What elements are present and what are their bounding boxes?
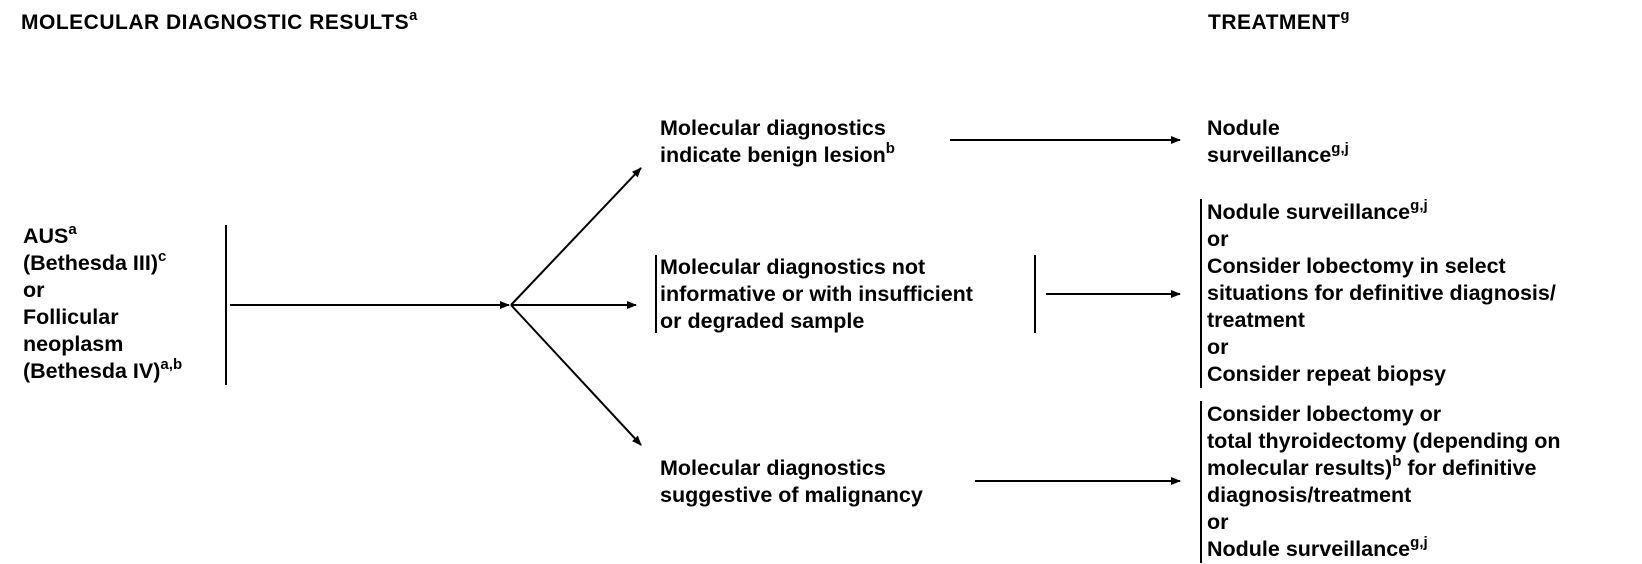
result-line: or degraded sample [660, 309, 865, 333]
treatment-line: total thyroidectomy (depending on [1207, 429, 1561, 453]
arrow-branch-to-malignant [511, 305, 641, 445]
result-line: indicate benign lesion$^b$ [660, 140, 895, 167]
treatment-line: treatment [1207, 308, 1305, 332]
start-line: (Bethesda IV)$^{a,b}$ [23, 356, 183, 383]
start-line: Follicular [23, 305, 119, 329]
treatment-line: or [1207, 510, 1229, 534]
treatment-line: Consider lobectomy or [1207, 402, 1442, 426]
arrow-branch-to-benign [511, 168, 641, 305]
result-line: informative or with insufficient [660, 282, 973, 306]
start-line: AUS$^a$ [23, 221, 77, 248]
treatment-line: diagnosis/treatment [1207, 483, 1412, 507]
treatment-line: Nodule surveillance$^{g,j}$ [1207, 197, 1428, 224]
start-line: neoplasm [23, 332, 124, 356]
treatment-line: Consider repeat biopsy [1207, 362, 1446, 386]
result-line: Molecular diagnostics not [660, 255, 926, 279]
result-line: Molecular diagnostics [660, 456, 886, 480]
start-line: or [23, 278, 45, 302]
treatment-line: or [1207, 335, 1229, 359]
result-line: suggestive of malignancy [660, 483, 923, 507]
treatment-line: Consider lobectomy in select [1207, 254, 1506, 278]
result-line: Molecular diagnostics [660, 116, 886, 140]
treatment-line: situations for definitive diagnosis/ [1207, 281, 1556, 305]
start-line: (Bethesda III)$^c$ [23, 248, 167, 275]
treatment-line: Nodule [1207, 116, 1280, 140]
header-molecular-diagnostic-results: MOLECULAR DIAGNOSTIC RESULTS$^a$ [21, 8, 418, 34]
treatment-line: Nodule surveillance$^{g,j}$ [1207, 534, 1428, 561]
treatment-line: surveillance$^{g,j}$ [1207, 140, 1349, 167]
header-treatment: TREATMENT$^g$ [1208, 8, 1350, 34]
treatment-line: molecular results)$^b$ for definitive [1207, 453, 1537, 480]
treatment-line: or [1207, 227, 1229, 251]
